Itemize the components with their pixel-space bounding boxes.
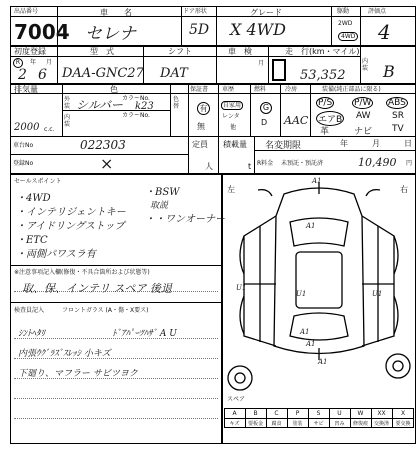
sales-point-3: ・アイドリングストップ	[16, 221, 125, 232]
fuel-d: D	[261, 118, 268, 127]
damage-mark-right: U1	[372, 290, 383, 298]
damage-mark-bumper: A1	[318, 358, 328, 366]
inspector-label: 検査員記入	[14, 307, 45, 314]
diagram-left-label: 左	[227, 185, 235, 194]
damage-mark-roof: U1	[296, 290, 307, 298]
reg-no-label: 登録No	[13, 160, 34, 167]
load-label: 積載量	[223, 140, 247, 149]
sales-point-note: 取説	[150, 201, 169, 211]
car-outline	[240, 182, 398, 360]
grade-label: グレード	[250, 8, 282, 17]
inspection-label: 車 検	[228, 47, 252, 56]
mileage-digit-box	[272, 59, 286, 81]
legend-meaning-s: サビ	[313, 421, 324, 427]
displacement-value: 2000	[14, 122, 40, 133]
inspection-month-label: 月	[258, 60, 265, 67]
equip-abs: ABS	[388, 98, 406, 108]
damage-mark-front: A1	[312, 177, 322, 185]
outer-label: 外装	[64, 96, 71, 110]
spare-label: スペア	[227, 396, 246, 403]
yen-label: 円	[406, 160, 413, 167]
year-label: 年	[30, 59, 37, 66]
model-label: 型 式	[90, 47, 114, 56]
damage-mark-trunk: A1	[300, 328, 310, 336]
equip-aw: AW	[356, 111, 371, 121]
sales-point-4: ・ETC	[16, 235, 48, 246]
equip-airbag: エアB	[316, 111, 344, 126]
history-other: 他	[230, 124, 237, 131]
sales-point-2: ・インテリジェントキー	[16, 207, 126, 218]
equip-tv: TV	[392, 124, 404, 134]
legend-meaning-c: 腐食	[271, 421, 282, 427]
chassis-label: 車台No	[13, 142, 34, 149]
legend-meaning-w: 修復痕	[352, 421, 368, 427]
lot-label: 出品番号	[14, 8, 39, 15]
color-no-label-inner: カラーNo.	[122, 112, 150, 119]
legend-code-p: P	[295, 410, 300, 417]
legend-meaning-xx: 交換済	[373, 421, 389, 427]
date-day-label: 日	[404, 139, 412, 148]
equip-navi: ナビ	[354, 127, 373, 137]
inspector-line-2: 内張ｳｸﾞﾗｽﾞｽﾚｯｼ 小キズ	[18, 349, 111, 359]
color-no-label: カラーNo.	[122, 95, 150, 102]
legend-meaning-x: 要交換	[395, 421, 411, 427]
shift-label: シフト	[168, 47, 192, 56]
score-value: 4	[378, 20, 391, 44]
legend-code-w: W	[357, 410, 364, 417]
year-value: 2	[18, 67, 27, 83]
mileage-label: 走 行(km・マイル)	[285, 47, 360, 56]
change-label: 色替	[173, 96, 180, 110]
date-month-label: 月	[372, 139, 380, 148]
damage-mark-left: U1	[236, 284, 247, 292]
color-no: k23	[135, 101, 154, 112]
ac-label: 冷房	[285, 86, 298, 93]
history-private: 自家用	[223, 102, 242, 109]
first-reg-label: 初度登録	[14, 47, 46, 56]
chassis-value: 022303	[80, 138, 126, 152]
month-label: 月	[46, 59, 53, 66]
history-rental: レンタ	[222, 113, 240, 120]
legend-code-u: U	[337, 410, 342, 417]
damage-mark-hood: A1	[306, 222, 316, 230]
shift-value: DAT	[160, 66, 188, 81]
interior-label: 内装	[362, 58, 369, 72]
warranty-yes: 有	[197, 102, 210, 115]
interior-grade: B	[383, 62, 395, 81]
legend-code-s: S	[316, 410, 321, 417]
capacity-label: 定員	[192, 140, 208, 149]
legend-meaning-p: 塗装	[292, 421, 303, 427]
sales-point-5: ・両側パワスラ有	[16, 249, 96, 260]
drive-4wd: 4WD	[338, 32, 358, 41]
legend-meaning-a: キズ	[229, 421, 240, 427]
legend-meaning-b: 要板金	[247, 421, 263, 427]
notes-text: 取、保、インテリ スペア 後退	[22, 282, 172, 295]
lot-number: 7004	[14, 20, 70, 44]
inspector-line-right: ﾄﾞｱﾊﾟｰﾂﾊｻﾞ A U	[112, 329, 177, 339]
recycle-amount: 10,490	[358, 156, 397, 169]
capacity-unit: 人	[205, 162, 213, 171]
doors-label: ドア形状	[183, 8, 207, 15]
notes-label: ※注意事項記入欄(修復・不具合箇所および状態等)	[14, 269, 150, 276]
month-value: 6	[38, 67, 47, 83]
mileage-value: 53,352	[300, 68, 346, 83]
drive-label: 駆動	[337, 8, 350, 15]
inner-label: 内装	[64, 114, 71, 128]
sales-point-right-1: ・BSW	[145, 187, 180, 198]
equip-sr: SR	[392, 111, 404, 121]
ac-value: AAC	[284, 114, 309, 127]
equip-pw: P/W	[354, 98, 372, 108]
equipment-label: 装備(純正部品に限る)	[322, 86, 381, 93]
fuel-label: 燃料	[254, 86, 267, 93]
sales-point-1: ・4WD	[16, 193, 51, 204]
cc-label: c.c.	[44, 126, 55, 133]
recycle-label: R料金	[257, 160, 274, 167]
recycle-status: 未預託・預託済	[281, 160, 324, 167]
car-name-label: 車 名	[100, 8, 132, 17]
color-label: 色	[110, 85, 118, 94]
score-label: 評価点	[368, 8, 387, 15]
legend-code-c: C	[274, 410, 279, 417]
name-change-label: 名変期限	[265, 141, 302, 151]
load-unit: t	[248, 162, 252, 171]
grade-value: X 4WD	[230, 20, 286, 39]
windshield-label: フロントガラス (A・傷・X要ス)	[62, 307, 149, 314]
diagram-right-label: 右	[400, 185, 408, 194]
era-mark: R	[13, 58, 23, 68]
equip-leather: 革	[320, 127, 330, 137]
legend-meaning-u: 凹み	[334, 421, 345, 427]
displacement-label: 排気量	[14, 85, 38, 94]
inspector-line-3: 下廻り、マフラー サビツヨク	[18, 369, 138, 379]
legend-code-xx: XX	[377, 410, 386, 417]
inspector-line-1: ｼﾝﾄﾍﾀﾘ	[18, 329, 46, 339]
sales-point-right-2: ・・ワンオーナー	[145, 214, 225, 225]
sales-points-label: セールスポイント	[14, 178, 62, 185]
car-name: セレナ	[85, 24, 136, 44]
legend-code-x: X	[400, 410, 406, 417]
fuel-g: G	[260, 102, 272, 114]
warranty-label: 保証書	[190, 86, 209, 93]
damage-mark-rear: A1	[306, 340, 316, 348]
history-label: 車歴	[222, 86, 235, 93]
model-value: DAA-GNC27	[62, 66, 144, 81]
legend-code-b: B	[253, 410, 258, 417]
equipment-grid	[312, 95, 416, 136]
drive-2wd: 2WD	[338, 20, 353, 27]
legend-code-a: A	[232, 410, 237, 417]
equip-ps: P/S	[318, 98, 333, 108]
doors-value: 5D	[189, 22, 210, 38]
warranty-no: 無	[197, 122, 205, 131]
outer-color: シルバー	[76, 98, 123, 112]
date-year-label: 年	[340, 139, 348, 148]
reg-no-value: ×	[100, 154, 114, 173]
